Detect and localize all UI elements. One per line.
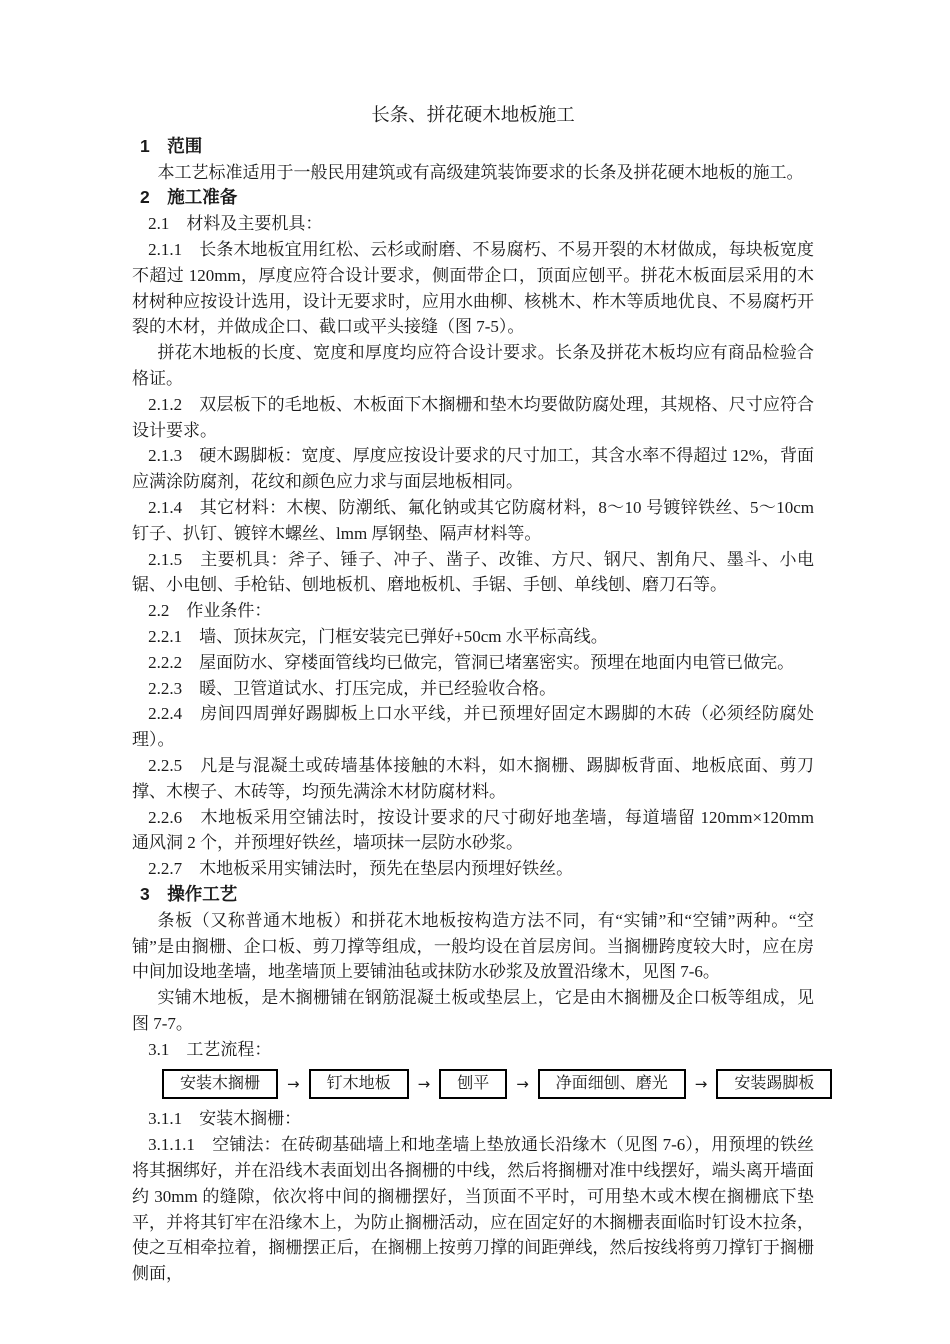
para-2-1-1: 2.1.1 长条木地板宜用红松、云杉或耐磨、不易腐朽、不易开裂的木材做成，每块板宽度不超过 120mm，厚度应符合设计要求，侧面带企口，顶面应刨平。拼花木板面层采用的木材树种应按设计选用，设计无要求时，应用水曲柳、核桃木、柞木等质地优良、不易腐朽开裂的木材，并做成企口、截口或平头接缝（图 7-5）。: [132, 239, 814, 337]
para-3-1-1-1: 3.1.1.1 空铺法：在砖砌基础墙上和地垄墙上垫放通长沿缘木（见图 7-6），用预埋的铁丝将其捆绑好，并在沿线木表面划出各搁栅的中线，然后将搁栅对准中线摆好，端头离开墙面约 30mm 的缝隙，依次将中间的搁栅摆好，当顶面不平时，可用垫木或木楔在搁栅底下垫平，并将其钉牢在沿缘木上，为防止搁栅活动，应在固定好的木搁栅表面临时钉设木拉条，使之互相牵拉着，搁栅摆正后，在搁棚上按剪刀撑的间距弹线，然后按线将剪刀撑钉于搁栅侧面，: [132, 1135, 814, 1284]
para-2-2-3: 2.2.3 暖、卫管道试水、打压完成，并已经验收合格。: [148, 678, 557, 698]
heading-operation: 3 操作工艺: [140, 883, 238, 904]
para-2-2-5: 2.2.5 凡是与混凝土或砖墙基体接触的木料，如木搁栅、踢脚板背面、地板底面、剪刀撑、木楔子、木砖等，均预先满涂木材防腐材料。: [132, 755, 814, 801]
flow-arrow-icon: →: [516, 1075, 529, 1094]
process-flowchart: [162, 1069, 814, 1099]
heading-preparation: 2 施工准备: [140, 187, 238, 208]
para-2-2: 2.2 作业条件：: [148, 601, 272, 621]
flow-step-nail-floor: 钉木地板: [309, 1069, 409, 1099]
para-2-2-6: 2.2.6 木地板采用空铺法时，按设计要求的尺寸砌好地垄墙，每道墙留 120mm×120mm 通风洞 2 个，并预埋好铁丝，墙项抹一层防水砂浆。: [132, 807, 814, 853]
flow-arrow-icon: →: [694, 1075, 708, 1094]
flow-arrow-icon: →: [287, 1075, 300, 1094]
para-solid-laying: 实铺木地板，是木搁栅铺在钢筋混凝土板或垫层上，它是由木搁栅及企口板等组成，见图 7-7。: [132, 988, 814, 1033]
para-2-1-2: 2.1.2 双层板下的毛地板、木板面下木搁栅和垫木均要做防腐处理，其规格、尺寸应符合设计要求。: [132, 394, 814, 440]
para-2-2-4: 2.2.4 房间四周弹好踢脚板上口水平线，并已预埋好固定木踢脚的木砖（必须经防腐处理）。: [132, 704, 814, 750]
para-2-1-4: 2.1.4 其它材料：木楔、防潮纸、氟化钠或其它防腐材料，8～10 号镀锌铁丝、5～10cm 钉子、扒钉、镀锌木螺丝、lmm 厚钢垫、隔声材料等。: [132, 497, 814, 543]
para-board-types: 条板（又称普通木地板）和拼花木地板按构造方法不同，有“实铺”和“空铺”两种。“空铺”是由搁栅、企口板、剪刀撑等组成，一般均设在首层房间。当搁栅跨度较大时，应在房中间加设地垄墙，地垄墙顶上要铺油毡或抹防水砂浆及放置沿缘木，见图 7-6。: [132, 910, 814, 982]
flow-arrow-icon: →: [417, 1075, 431, 1094]
para-2-1: 2.1 材料及主要机具：: [148, 214, 323, 234]
para-2-1-3: 2.1.3 硬木踢脚板：宽度、厚度应按设计要求的尺寸加工，其含水率不得超过 12%，背面应满涂防腐剂，花纹和颜色应力求与面层地板相同。: [132, 446, 814, 492]
para-2-2-1: 2.2.1 墙、顶抹灰完，门框安装完已弹好+50cm 水平标高线。: [148, 626, 608, 646]
para-scope-intro: 本工艺标准适用于一般民用建筑或有高级建筑装饰要求的长条及拼花硬木地板的施工。: [157, 162, 804, 182]
heading-scope: 1 范围: [140, 135, 203, 156]
para-parquet-spec: 拼花木地板的长度、宽度和厚度均应符合设计要求。长条及拼花木板均应有商品检验合格证。: [132, 343, 814, 388]
para-2-2-2: 2.2.2 屋面防水、穿楼面管线均已做完，管洞已堵塞密实。预埋在地面内电管已做完。: [148, 652, 795, 672]
flow-step-plane-flat: 刨平: [439, 1069, 507, 1099]
flow-step-fine-plane-sand: 净面细刨、磨光: [538, 1069, 686, 1099]
para-2-2-7: 2.2.7 木地板采用实铺法时，预先在垫层内预埋好铁丝。: [148, 859, 574, 879]
para-2-1-5: 2.1.5 主要机具：斧子、锤子、冲子、凿子、改锥、方尺、钢尺、割角尺、墨斗、小电锯、小电刨、手枪钻、刨地板机、磨地板机、手锯、手刨、单线刨、磨刀石等。: [132, 549, 814, 595]
para-3-1: 3.1 工艺流程：: [148, 1039, 272, 1059]
doc-title: 长条、拼花硬木地板施工: [371, 106, 575, 126]
para-3-1-1: 3.1.1 安装木搁栅：: [148, 1109, 302, 1129]
flow-step-install-skirting: 安装踢脚板: [716, 1069, 832, 1099]
flow-step-install-joist: 安装木搁栅: [162, 1069, 278, 1099]
